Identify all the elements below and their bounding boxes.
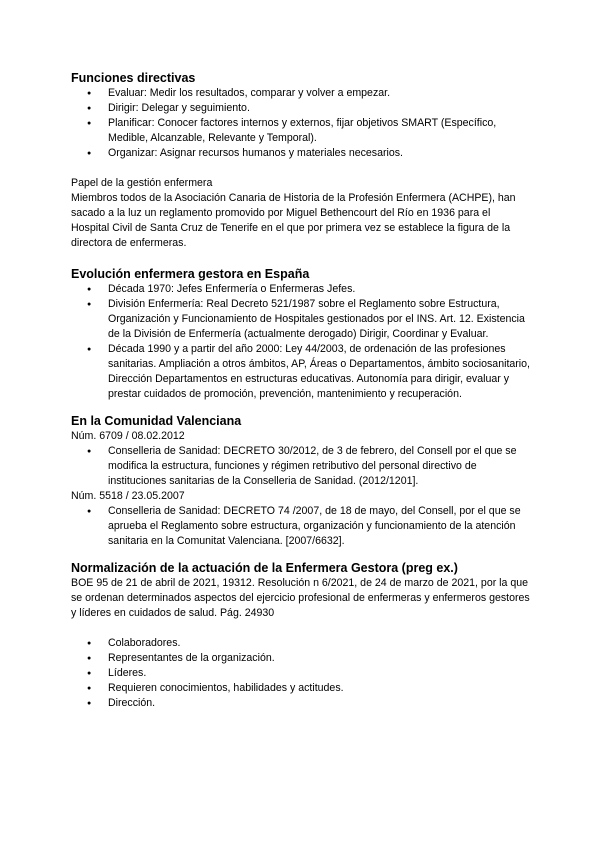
section-title-comunidad: En la Comunidad Valenciana <box>71 414 242 428</box>
list-item: ● Década 1990 y a partir del año 2000: Ley 44/2003, de ordenación de las profesiones sanitarias. Ampliación a otros ámbitos, AP, Áreas o Departamentos, ámbito sociosanitario, Dirección Departamentos en estructuras educativas. Autonomía para dirigir, evaluar y prestar cuidados de promoción, prevención, mantenimiento y recuperación. <box>108 342 531 402</box>
section-title-evolucion: Evolución enfermera gestora en España <box>71 267 310 281</box>
list-item: ● Conselleria de Sanidad: DECRETO 74 /2007, de 18 de mayo, del Consell, por el que se aprueba el Reglamento sobre estructura, organización y funcionamiento de la atención sanitaria en la Comunitat Valenciana. [2007/6632]. <box>108 504 531 549</box>
comunidad-list-1 <box>71 444 531 489</box>
list-item: ● Dirección. <box>108 696 531 711</box>
section-title-normalizacion: Normalización de la actuación de la Enfermera Gestora (preg ex.) <box>71 561 458 575</box>
list-item: ● División Enfermería: Real Decreto 521/1987 sobre el Reglamento sobre Estructura, Organización y Funcionamiento de Hospitales gestionados por el INS. Art. 12. Existencia de la División de Enfermería (actualmente derogado) Dirigir, Coordinar y Evaluar. <box>108 297 531 342</box>
list-item: ● Conselleria de Sanidad: DECRETO 30/2012, de 3 de febrero, del Consell por el que se modifica la estructura, funciones y régimen retributivo del personal directivo de instituciones sanitarias de la Conselleria de Sanidad. (2012/1201]. <box>108 444 531 489</box>
list-item: ● Representantes de la organización. <box>108 651 531 666</box>
section-title-funciones: Funciones directivas <box>71 71 196 85</box>
section-title-papel: Papel de la gestión enfermera <box>71 177 213 189</box>
reference-number: Núm. 5518 / 23.05.2007 <box>71 490 185 502</box>
list-item: ● Planificar: Conocer factores internos y externos, fijar objetivos SMART (Específico, Medible, Alcanzable, Relevante y Temporal). <box>108 116 531 146</box>
papel-paragraph: Miembros todos de la Asociación Canaria de Historia de la Profesión Enfermera (ACHPE), han sacado a la luz un reglamento promovido por Miguel Bethencourt del Río en 1936 para el Hospital Civil de Santa Cruz de Tenerife en el que por primera vez se establece la figura de la directora de enfermeras. <box>71 192 516 249</box>
comunidad-list-2 <box>71 504 531 549</box>
funciones-list <box>71 86 531 161</box>
list-item: ● Requieren conocimientos, habilidades y actitudes. <box>108 681 531 696</box>
normalizacion-paragraph: BOE 95 de 21 de abril de 2021, 19312. Resolución n 6/2021, de 24 de marzo de 2021, por la que se ordenan determinados aspectos del ejercicio profesional de enfermeras y enfermeros gestores y líderes en cuidados de salud. Pág. 24930 <box>71 577 530 619</box>
normalizacion-list <box>71 636 531 711</box>
list-item: ● Colaboradores. <box>108 636 531 651</box>
reference-number: Núm. 6709 / 08.02.2012 <box>71 430 185 442</box>
list-item: ● Evaluar: Medir los resultados, comparar y volver a empezar. <box>108 86 531 101</box>
document-content <box>71 70 531 711</box>
list-item: ● Dirigir: Delegar y seguimiento. <box>108 101 531 116</box>
list-item: ● Líderes. <box>108 666 531 681</box>
list-item: ● Década 1970: Jefes Enfermería o Enfermeras Jefes. <box>108 282 531 297</box>
list-item: ● Organizar: Asignar recursos humanos y materiales necesarios. <box>108 146 531 161</box>
evolucion-list <box>71 282 531 402</box>
